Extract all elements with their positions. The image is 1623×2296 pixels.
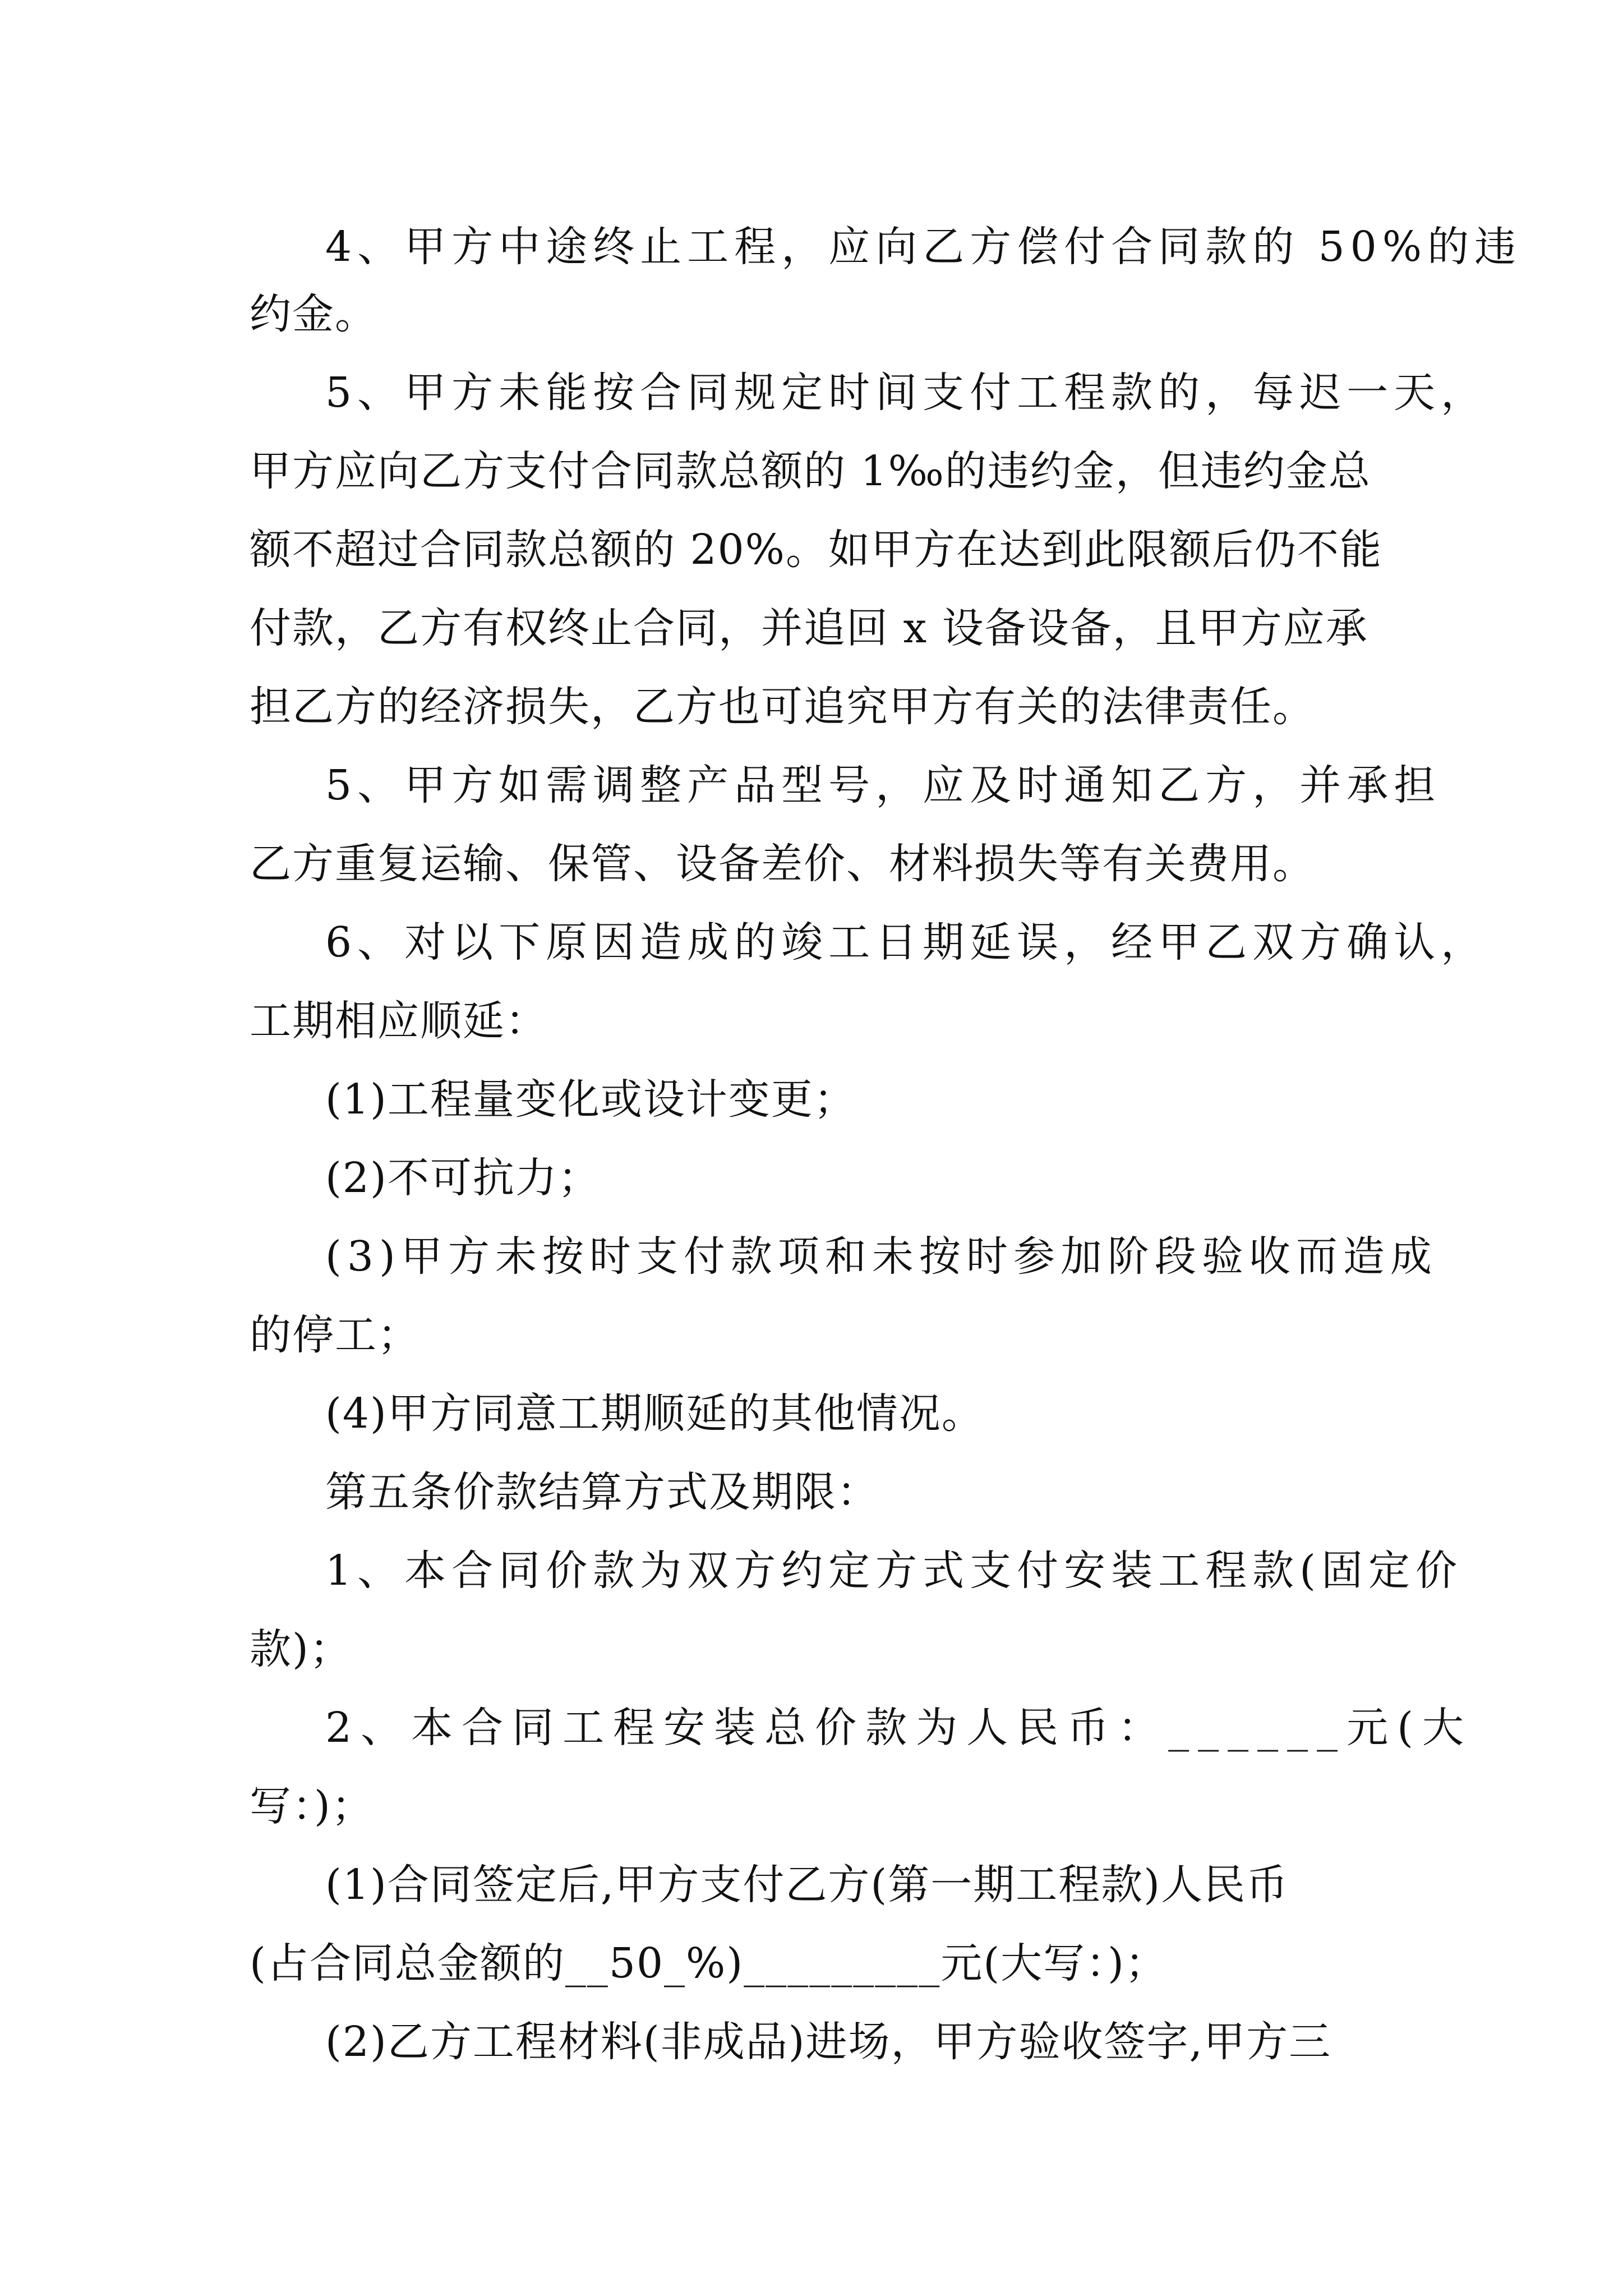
text-line: (占合同总金额的__50_%)_________元(大写：)； <box>250 1939 1168 1987</box>
text-line: 甲方应向乙方支付合同款总额的 1‰的违约金，但违约金总 <box>250 447 1371 495</box>
text-line: 2、本合同工程安装总价款为人民币：______元(大 <box>325 1704 1473 1752</box>
text-line: 的停工； <box>250 1311 420 1359</box>
text-line: (1)工程量变化或设计变更； <box>325 1075 856 1124</box>
text-line: 1、本合同价款为双方约定方式支付安装工程款(固定价 <box>325 1547 1463 1595</box>
text-line: (1)合同签定后,甲方支付乙方(第一期工程款)人民币 <box>325 1861 1289 1909</box>
text-line: (4)甲方同意工期顺延的其他情况。 <box>325 1389 984 1438</box>
text-line: 工期相应顺延： <box>250 997 548 1045</box>
text-line: 款)； <box>250 1625 352 1673</box>
text-line: 6、对以下原因造成的竣工日期延误，经甲乙双方确认， <box>325 918 1488 967</box>
text-line: 担乙方的经济损失，乙方也可追究甲方有关的法律责任。 <box>250 683 1315 731</box>
text-line: 写：)； <box>250 1782 374 1830</box>
text-line: (2)乙方工程材料(非成品)进场，甲方验收签字,甲方三 <box>325 2018 1332 2066</box>
text-line: 4、甲方中途终止工程，应向乙方偿付合同款的 50%的违 <box>325 223 1522 271</box>
section-heading: 第五条价款结算方式及期限： <box>325 1468 879 1516</box>
text-line: 额不超过合同款总额的 20%。如甲方在达到此限额后仍不能 <box>250 526 1382 574</box>
text-line: 5、甲方未能按合同规定时间支付工程款的，每迟一天， <box>325 369 1488 417</box>
text-line: (2)不可抗力； <box>325 1154 601 1202</box>
text-line: 乙方重复运输、保管、设备差价、材料损失等有关费用。 <box>250 840 1315 888</box>
text-line: 约金。 <box>250 290 377 338</box>
text-line: 付款，乙方有权终止合同，并追回 x 设备设备，且甲方应承 <box>250 604 1368 652</box>
text-line: (3)甲方未按时支付款项和未按时参加阶段验收而造成 <box>325 1232 1437 1281</box>
text-line: 5、甲方如需调整产品型号，应及时通知乙方，并承担 <box>325 761 1441 809</box>
